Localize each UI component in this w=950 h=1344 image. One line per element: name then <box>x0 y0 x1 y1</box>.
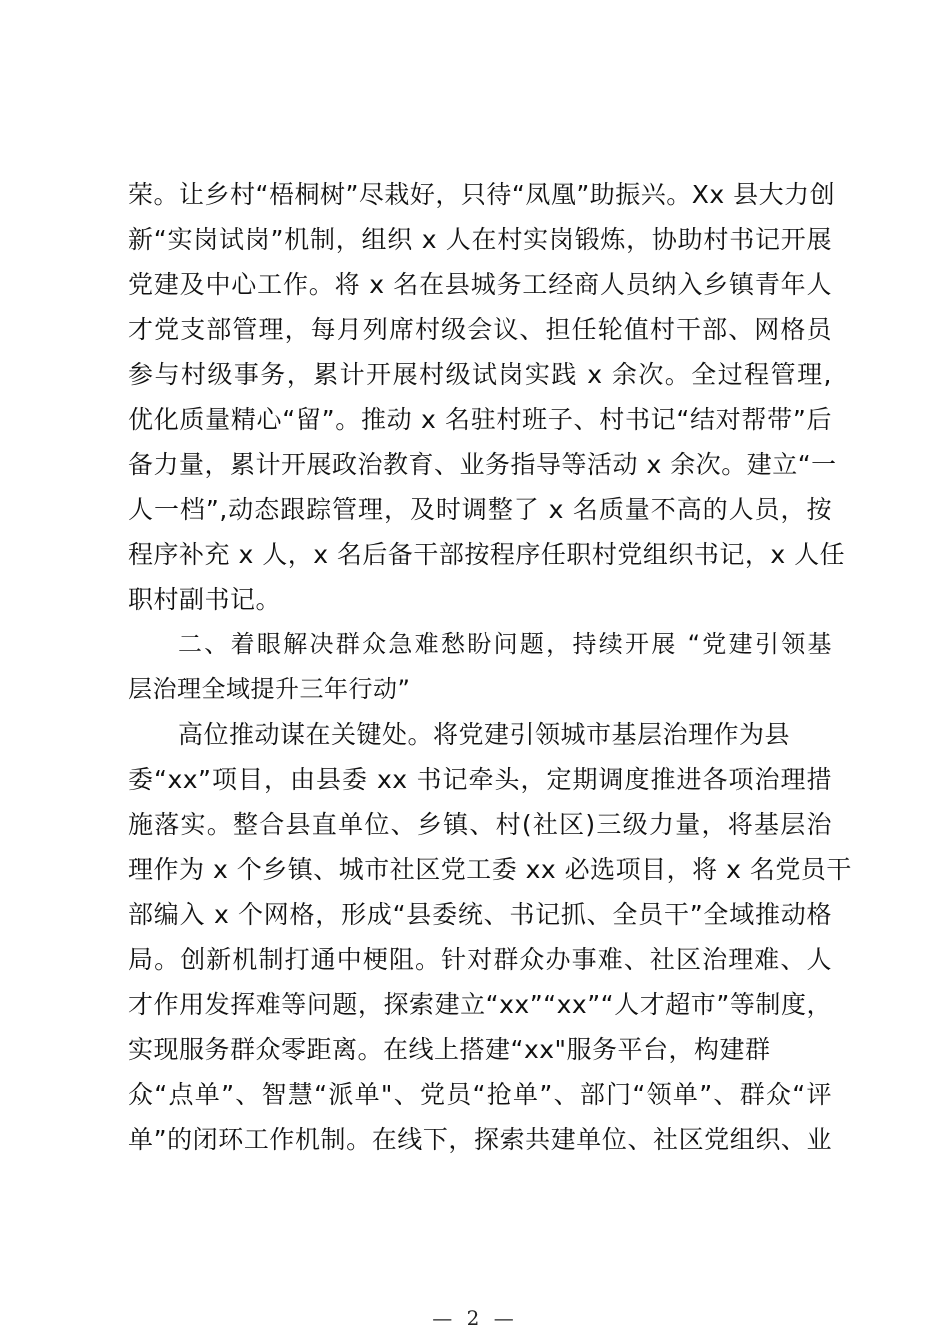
text-line: 参与村级事务，累计开展村级试岗实践 x 余次。全过程管理, <box>128 360 832 389</box>
text-line: 才作用发挥难等问题，探索建立“xx”“xx”“人才超市”等制度， <box>128 990 832 1019</box>
text-line: 职村副书记。 <box>128 585 282 614</box>
text-line: 程序补充 x 人，x 名后备干部按程序任职村党组织书记，x 人任 <box>128 540 846 569</box>
text-line: 人一档”,动态跟踪管理，及时调整了 x 名质量不高的人员，按 <box>128 495 832 524</box>
text-line: 荣。让乡村“梧桐树”尽栽好，只待“凤凰”助振兴。Xx 县大力创 <box>128 180 836 209</box>
text-line: 党建及中心工作。将 x 名在县城务工经商人员纳入乡镇青年人 <box>128 270 832 299</box>
document-page <box>128 172 852 1162</box>
text-line: 备力量，累计开展政治教育、业务指导等活动 x 余次。建立“一 <box>128 450 837 479</box>
paragraph-2 <box>128 712 852 1162</box>
section-heading <box>128 622 832 712</box>
page-number: — 2 — <box>432 1306 518 1330</box>
text-line: 新“实岗试岗”机制，组织 x 人在村实岗锻炼，协助村书记开展 <box>128 225 832 254</box>
text-line: 才党支部管理，每月列席村级会议、担任轮值村干部、网格员 <box>128 315 832 344</box>
text-line: 局。创新机制打通中梗阻。针对群众办事难、社区治理难、人 <box>128 945 832 974</box>
text-line: 优化质量精心“留”。推动 x 名驻村班子、村书记“结对帮带”后 <box>128 405 832 434</box>
text-line: 委“xx”项目，由县委 xx 书记牵头，定期调度推进各项治理措 <box>128 765 832 794</box>
heading-line: 二、着眼解决群众急难愁盼问题，持续开展 “党建引领基 <box>178 630 832 658</box>
paragraph-1 <box>128 172 846 622</box>
text-line: 众“点单”、智慧“派单"、党员“抢单”、部门“领单”、群众“评 <box>128 1080 832 1109</box>
text-line: 施落实。整合县直单位、乡镇、村(社区)三级力量，将基层治 <box>128 810 832 839</box>
text-line: 高位推动谋在关键处。将党建引领城市基层治理作为县 <box>178 720 791 749</box>
text-line: 部编入 x 个网格，形成“县委统、书记抓、全员干”全域推动格 <box>128 900 832 929</box>
text-line: 理作为 x 个乡镇、城市社区党工委 xx 必选项目，将 x 名党员干 <box>128 855 852 884</box>
text-line: 实现服务群众零距离。在线上搭建“xx"服务平台，构建群 <box>128 1035 771 1064</box>
text-line: 单”的闭环工作机制。在线下，探索共建单位、社区党组织、业 <box>128 1125 832 1154</box>
heading-line: 层治理全域提升三年行动” <box>128 675 411 703</box>
